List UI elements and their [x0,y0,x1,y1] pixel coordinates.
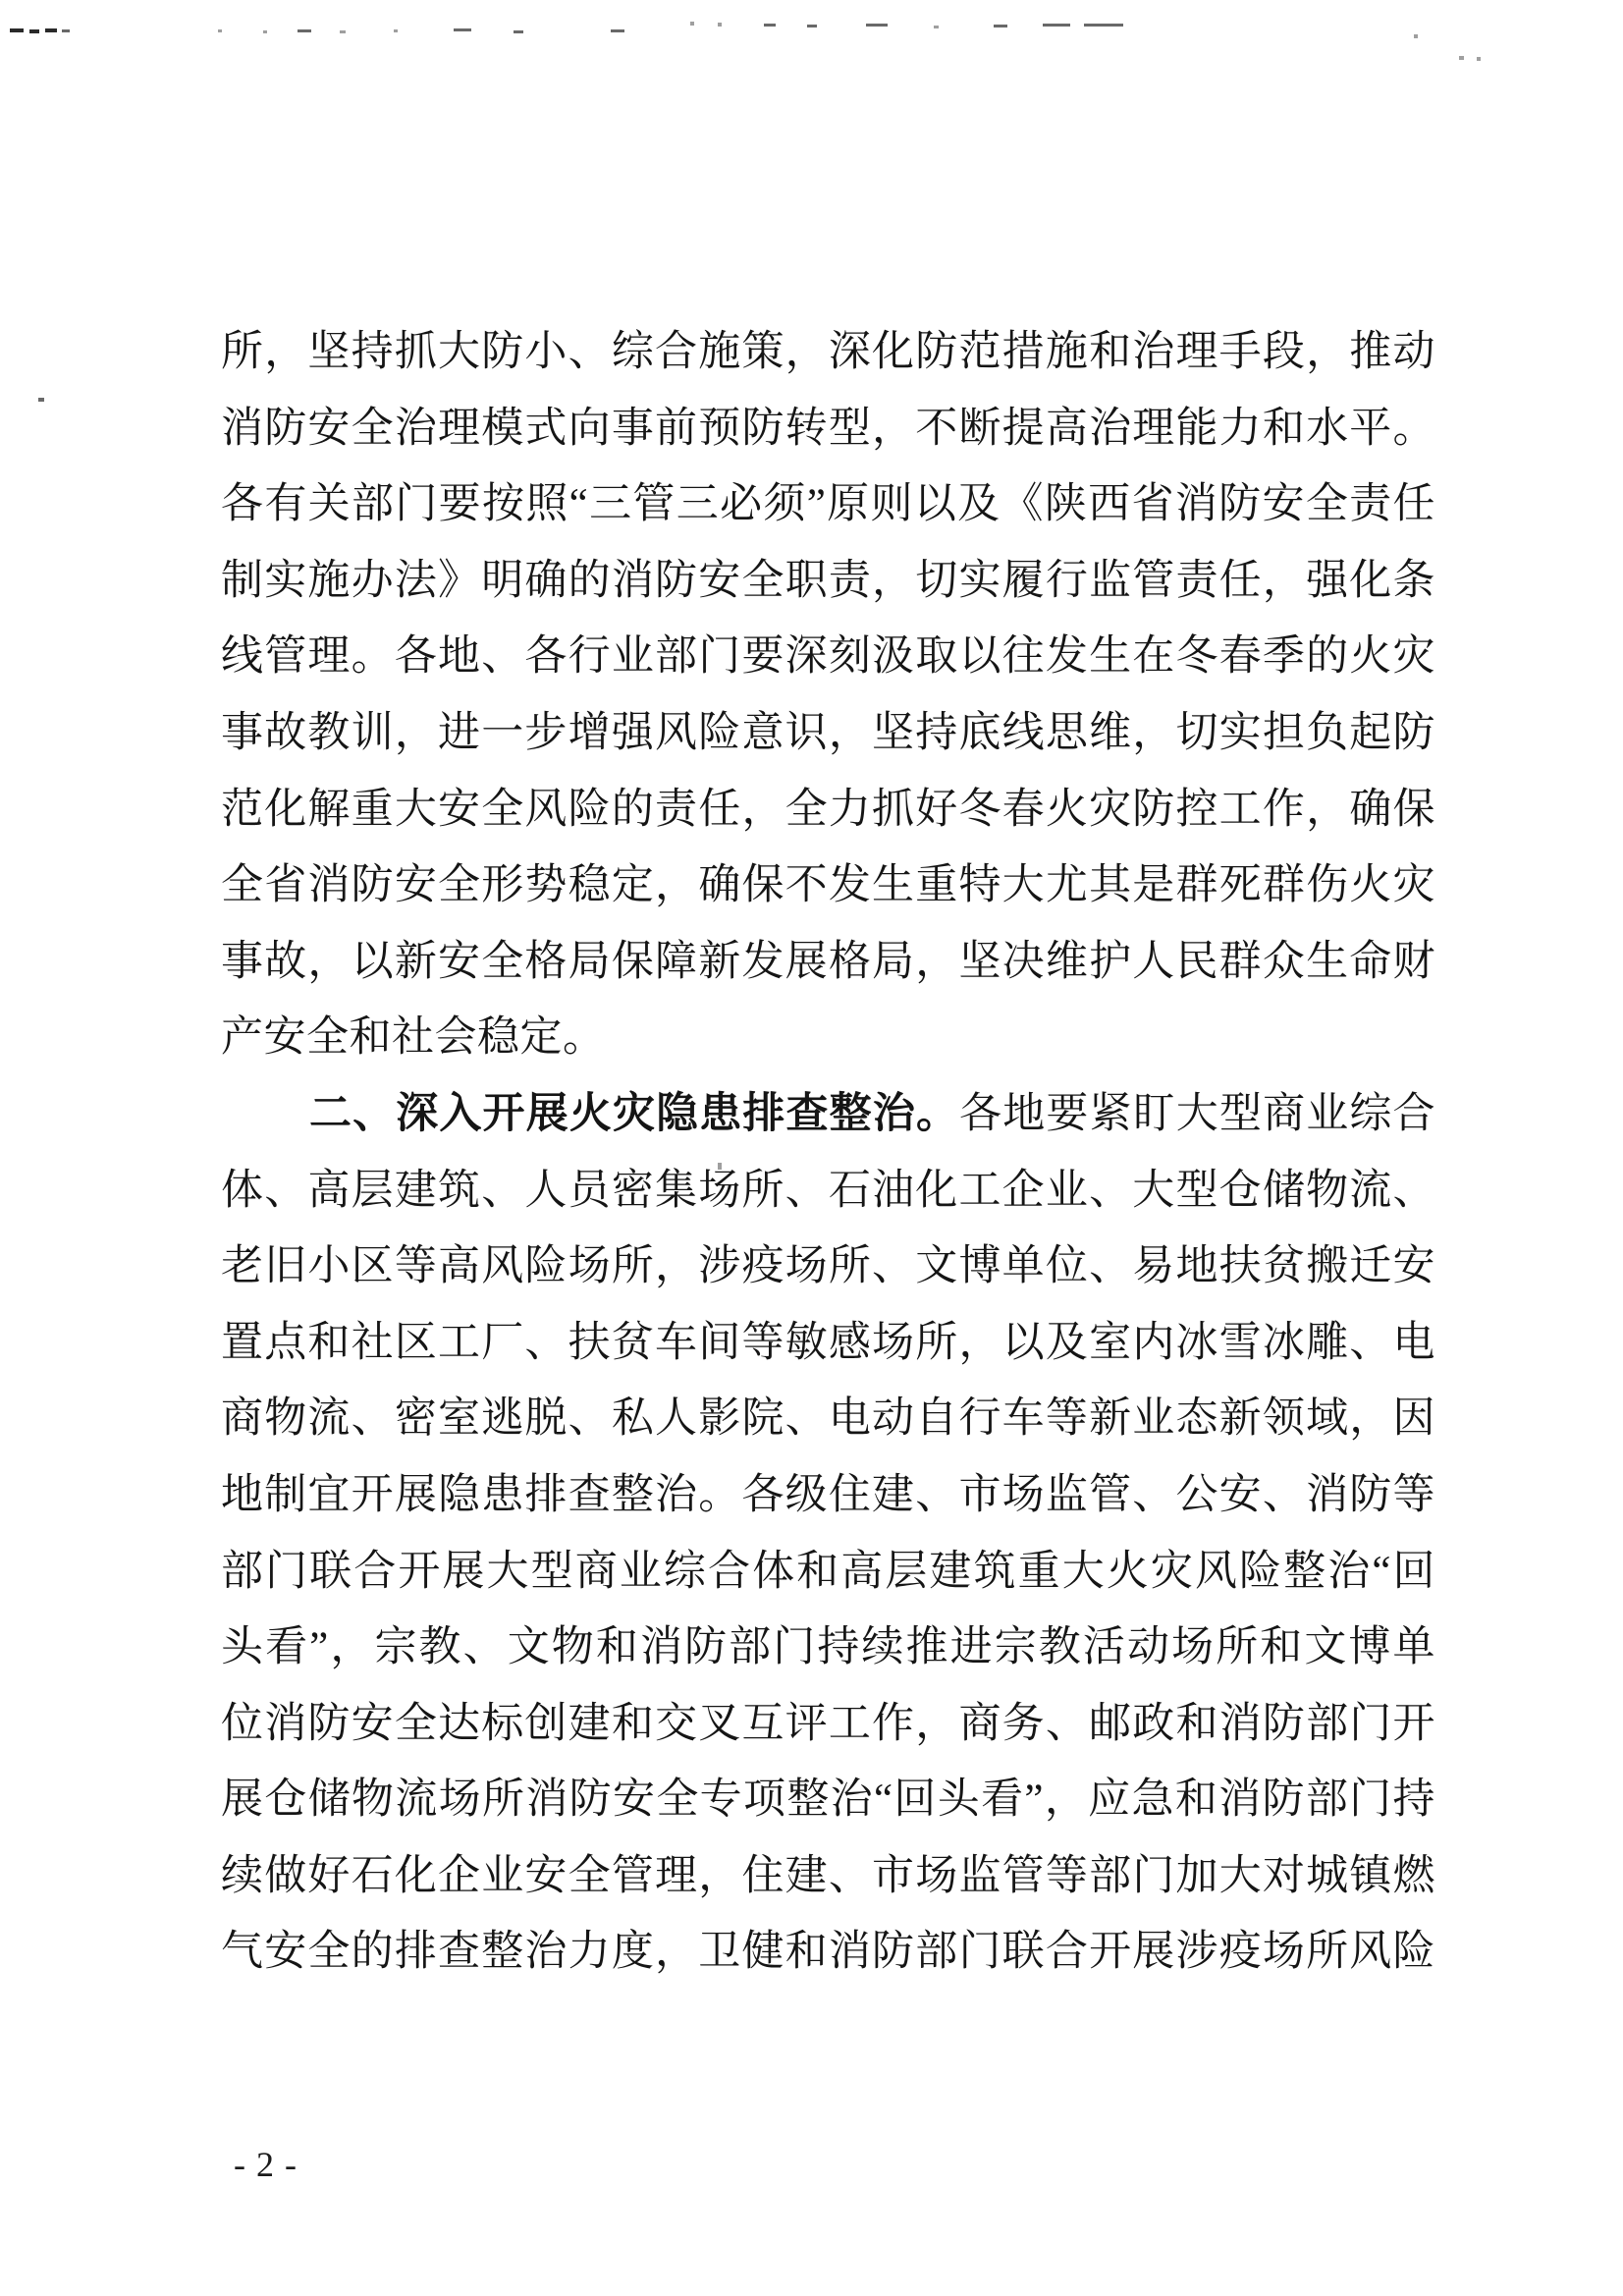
text-line: 商物流、密室逃脱、私人影院、电动自行车等新业态新领域，因 [221,1395,1435,1443]
text-line: 事故，以新安全格局保障新发展格局，坚决维护人民群众生命财 [221,938,1435,985]
text-line: 续做好石化企业安全管理，住建、市场监管等部门加大对城镇燃 [221,1852,1435,1899]
scan-artifact [934,26,939,28]
scan-artifact [866,24,888,27]
scan-artifact [1043,24,1070,27]
text-line: 产安全和社会稳定。 [221,1014,606,1062]
scan-artifact [718,23,722,27]
text-line: 二、深入开展火灾隐患排查整治。各地要紧盯大型商业综合 [309,1089,1436,1137]
text-line: 地制宜开展隐患排查整治。各级住建、市场监管、公安、消防等 [221,1471,1435,1518]
text-line: 线管理。各地、各行业部门要深刻汲取以往发生在冬春季的火灾 [221,633,1435,681]
scan-artifact [807,25,817,27]
text-line: 事故教训，进一步增强风险意识，坚持底线思维，切实担负起防 [221,709,1435,756]
scan-artifact [994,25,1007,27]
text-line: 范化解重大安全风险的责任，全力抓好冬春火灾防控工作，确保 [221,786,1435,833]
text-line: 所，坚持抓大防小、综合施策，深化防范措施和治理手段，推动 [221,329,1435,375]
scan-artifact [29,29,39,33]
section-heading: 二、深入开展火灾隐患排查整治。 [309,1089,960,1137]
scan-artifact [514,30,523,33]
body-text [221,314,1435,1991]
text-line: 消防安全治理模式向事前预防转型，不断提高治理能力和水平。 [221,405,1435,452]
text-line: 老旧小区等高风险场所，涉疫场所、文博单位、易地扶贫搬迁安 [221,1243,1435,1290]
scan-artifact [263,30,267,33]
text-line: 部门联合开展大型商业综合体和高层建筑重大火灾风险整治“回 [221,1548,1435,1595]
text-line: 制实施办法》明确的消防安全职责，切实履行监管责任，强化条 [221,557,1435,604]
scan-artifact [690,22,694,26]
scan-artifact [454,28,471,31]
text-line: 体、高层建筑、人员密集场所、石油化工企业、大型仓储物流、 [221,1167,1435,1214]
scan-artifact [62,29,70,32]
text-line: 全省消防安全形势稳定，确保不发生重特大尤其是群死群伤火灾 [221,862,1435,909]
scan-artifact [10,28,24,32]
scan-artifact [764,24,776,27]
scan-artifact [1477,57,1481,61]
text-line: 位消防安全达标创建和交叉互评工作，商务、邮政和消防部门开 [221,1700,1435,1747]
scan-artifact [298,29,311,32]
scan-artifact [218,29,222,32]
scan-artifact [1414,34,1418,38]
text-line: 头看”，宗教、文物和消防部门持续推进宗教活动场所和文博单 [221,1624,1435,1671]
text-line: 置点和社区工厂、扶贫车间等敏感场所，以及室内冰雪冰雕、电 [221,1319,1435,1366]
text-line: 展仓储物流场所消防安全专项整治“回头看”，应急和消防部门持 [221,1777,1435,1824]
text-line: 各有关部门要按照“三管三必须”原则以及《陕西省消防安全责任 [221,481,1435,528]
scan-artifact [340,30,346,33]
scan-artifact [394,29,398,32]
scan-artifact [38,398,44,402]
scan-artifact [611,29,624,32]
text-line: 气安全的排查整治力度，卫健和消防部门联合开展涉疫场所风险 [221,1929,1435,1976]
scan-artifact [45,28,57,32]
scan-artifact [1084,24,1123,27]
page-number: - 2 - [234,2145,298,2184]
scan-artifact [1459,56,1464,60]
